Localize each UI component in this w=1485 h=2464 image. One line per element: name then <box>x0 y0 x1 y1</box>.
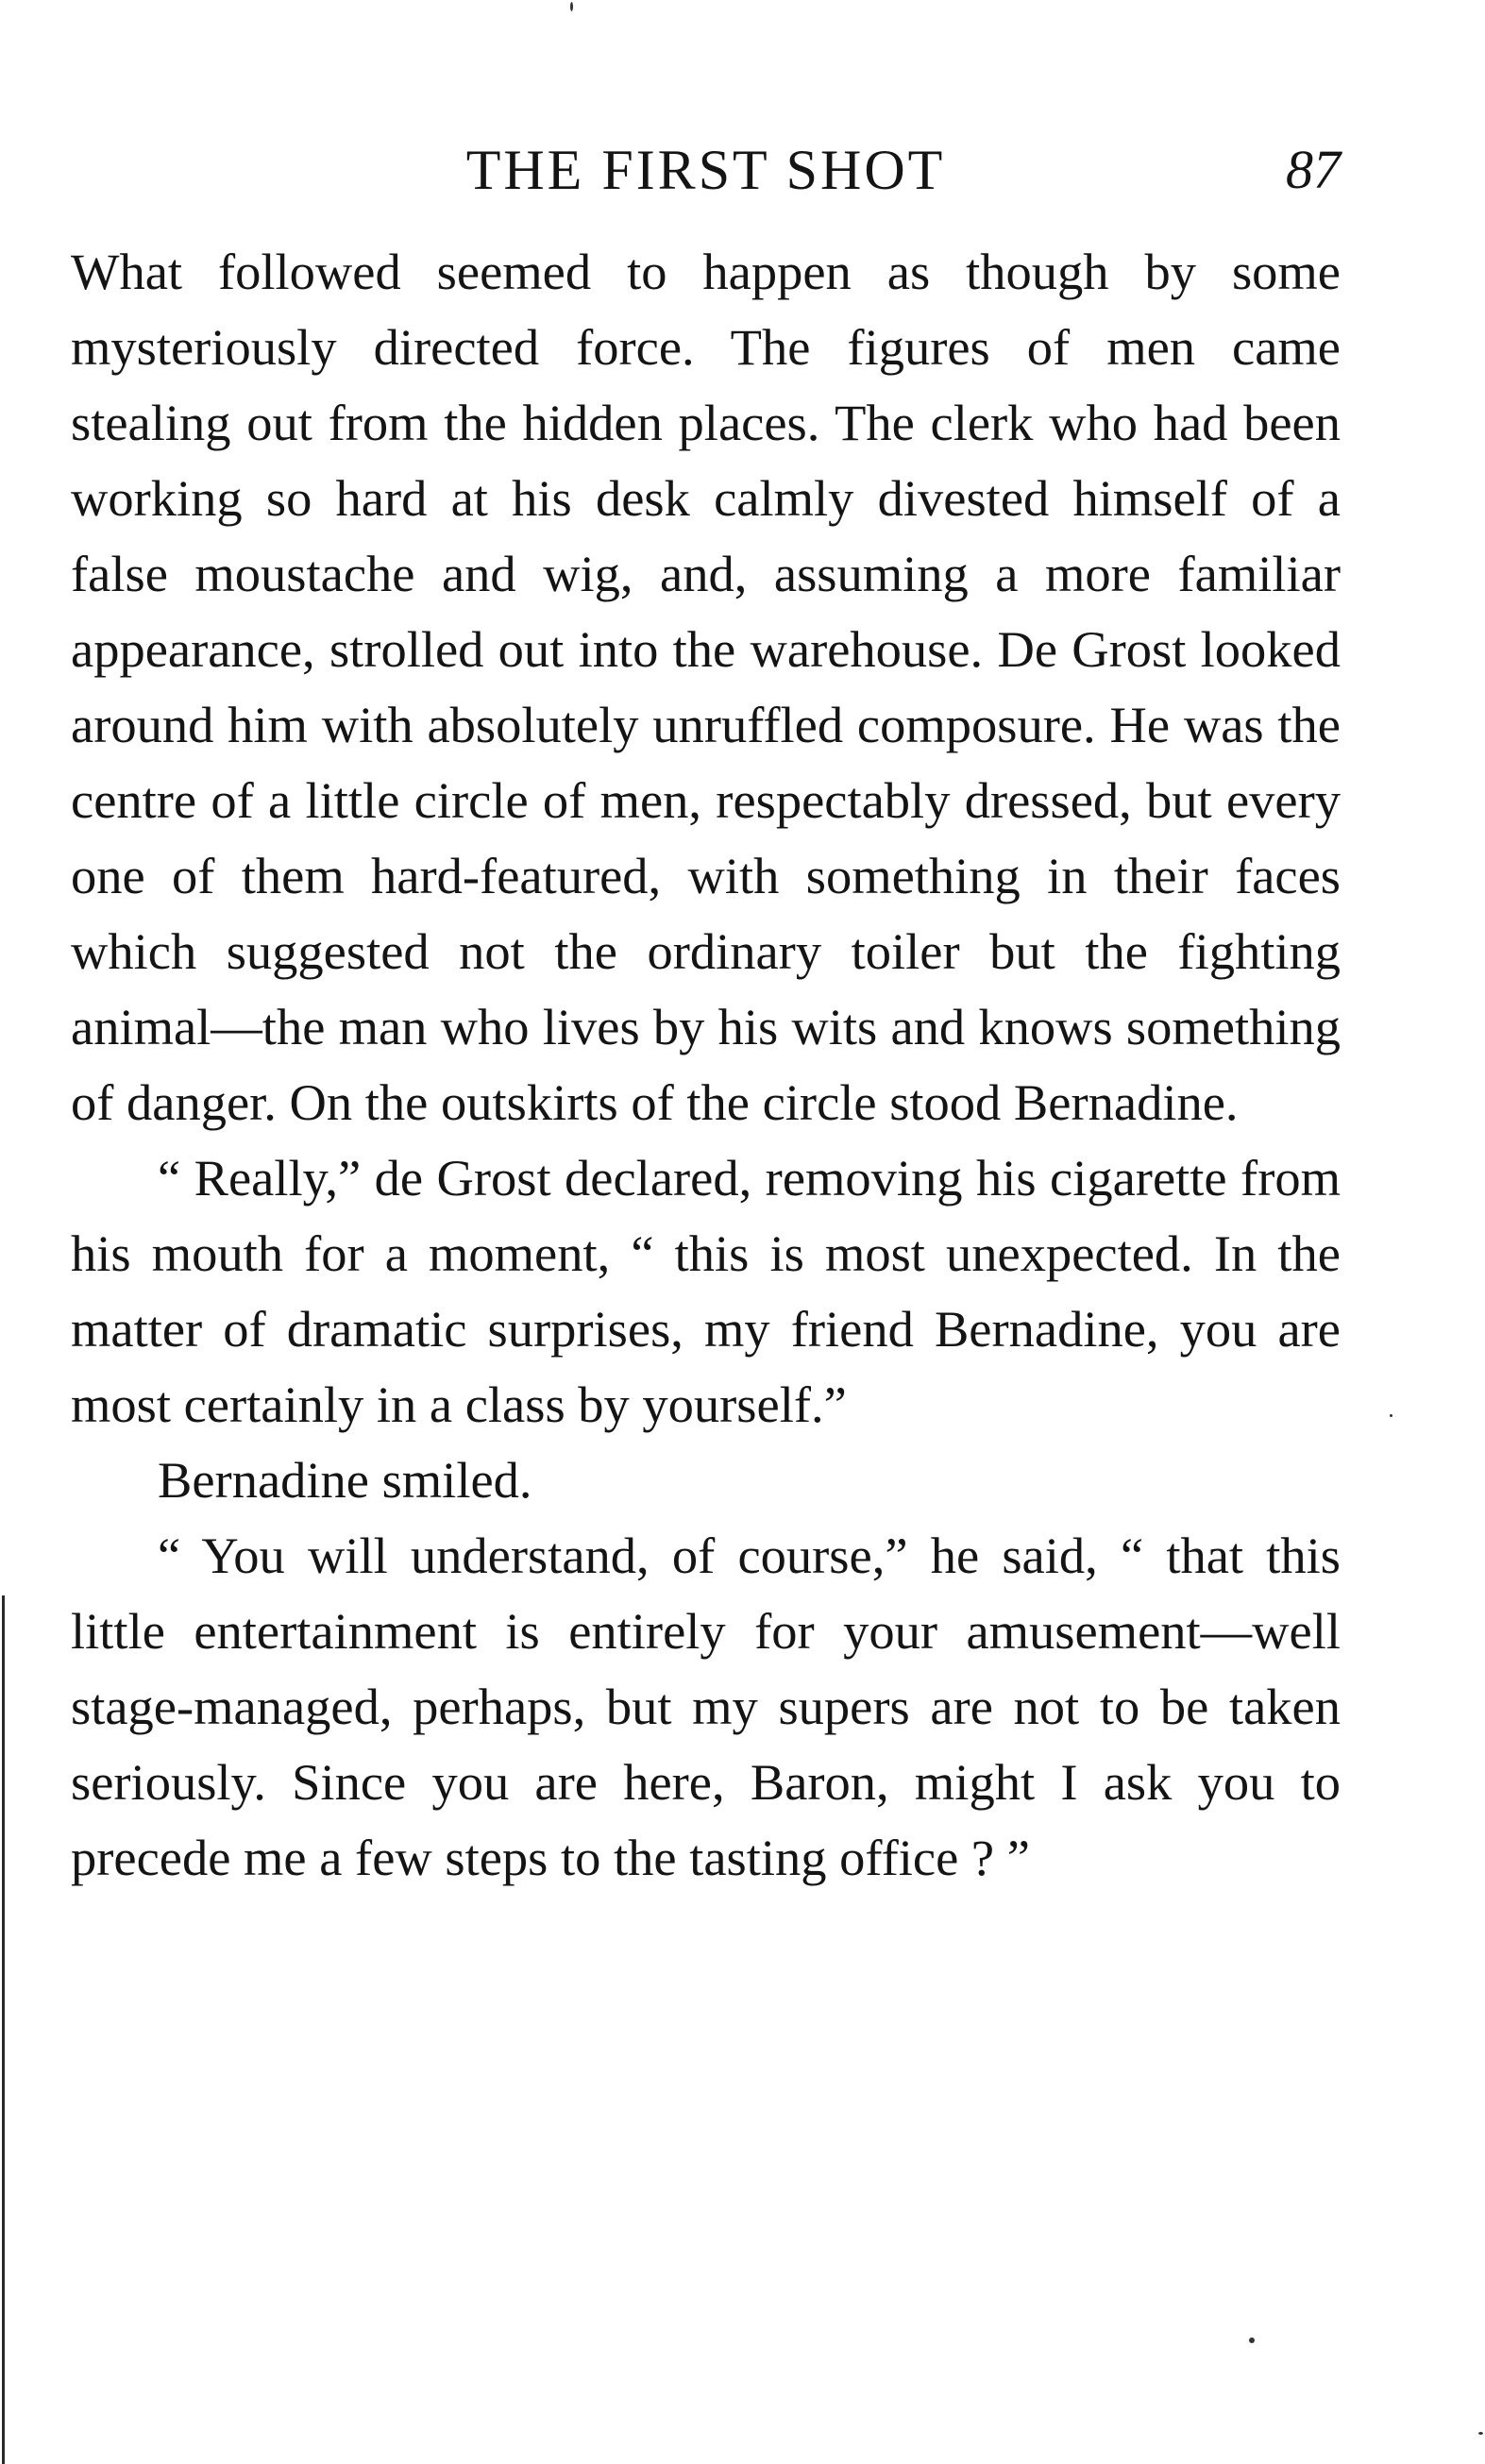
page-header <box>71 132 1341 208</box>
paper-speck <box>1390 1414 1392 1417</box>
page-number: 87 <box>1286 139 1341 200</box>
paper-speck <box>1478 2432 1483 2435</box>
paper-speck <box>570 2 573 11</box>
paragraph-2: “ Really,” de Grost declared, removing his cigarette from his mouth for a moment, “ this is most unexpected. In the matter of dramatic surprises, my friend Bernadine, you are most certainly in a class by yourself.” <box>71 1149 1341 1433</box>
paper-speck <box>1249 2337 1255 2343</box>
paragraph-3: Bernadine smiled. <box>158 1451 532 1509</box>
running-head: THE FIRST SHOT <box>465 139 946 201</box>
page-edge-shadow <box>2 1595 5 2464</box>
paragraph-4: “ You will understand, of course,” he said, “ that this little entertainment is entirely for your amusement—well stage-managed, perhaps, but my supers are not to be taken seriously. Since you are here, Baron, might I ask you to precede me a few steps to the tasting office ? ” <box>71 1527 1341 1886</box>
body-text <box>71 234 1341 1896</box>
paragraph-1: What followed seemed to happen as though by some mysteriously directed force. The figures of men came stealing out from the hidden places. The clerk who had been working so hard at his desk calmly divested himself of a false moustache and wig, and, assuming a more familiar appearance, strolled out into the warehouse. De Grost looked around him with absolutely unruffled composure. He was the centre of a little circle of men, respectably dressed, but every one of them hard-featured, with something in their faces which suggested not the ordinary toiler but the fighting animal—the man who lives by his wits and knows something of danger. On the outskirts of the circle stood Bernadine. <box>71 243 1341 1131</box>
